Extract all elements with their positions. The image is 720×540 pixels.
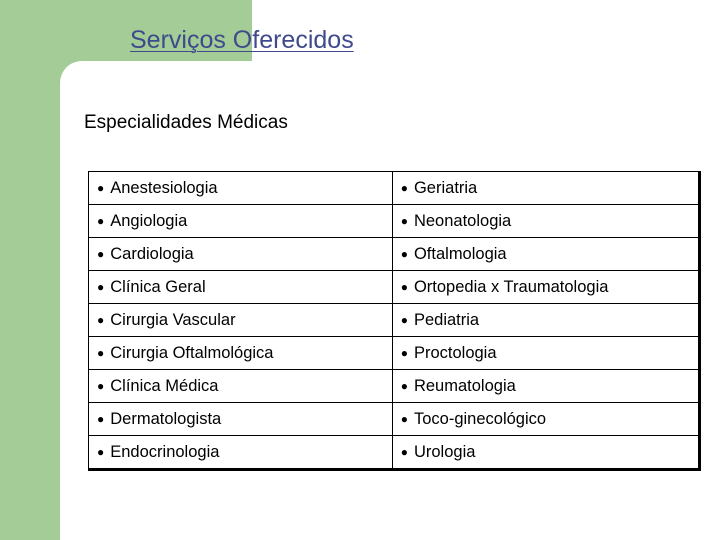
table-cell — [89, 304, 393, 337]
table-cell — [392, 436, 699, 470]
specialty-label: Urologia — [413, 442, 476, 461]
table-row — [89, 172, 700, 205]
table-cell — [89, 271, 393, 304]
specialty-label: Geriatria — [413, 178, 478, 197]
bullet-icon: ● — [97, 213, 105, 228]
bullet-icon: ● — [97, 180, 105, 195]
table-row — [89, 238, 700, 271]
specialty-label: Pediatria — [413, 310, 480, 329]
specialty-label: Reumatologia — [413, 376, 516, 395]
table-cell — [392, 271, 699, 304]
table-row — [89, 271, 700, 304]
table-row — [89, 403, 700, 436]
table-cell — [89, 172, 393, 205]
bullet-icon: ● — [400, 411, 408, 426]
table-cell — [89, 337, 393, 370]
specialty-label: Cirurgia Vascular — [110, 310, 236, 329]
section-subtitle: Especialidades Médicas — [84, 112, 288, 133]
specialty-label: Clínica Geral — [110, 277, 206, 296]
bullet-icon: ● — [400, 246, 408, 261]
specialty-label: Dermatologista — [110, 409, 222, 428]
bullet-icon: ● — [97, 246, 105, 261]
specialty-label: Endocrinologia — [110, 442, 220, 461]
bullet-icon: ● — [400, 180, 408, 195]
table-cell — [392, 403, 699, 436]
table-cell — [89, 205, 393, 238]
table-cell — [89, 238, 393, 271]
table-cell — [89, 436, 393, 470]
specialty-label: Anestesiologia — [110, 178, 218, 197]
bullet-icon: ● — [97, 378, 105, 393]
table-cell — [392, 172, 699, 205]
page-title: Serviços Oferecidos — [130, 26, 354, 54]
table-row — [89, 370, 700, 403]
specialty-label: Angiologia — [110, 211, 188, 230]
specialty-label: Cardiologia — [110, 244, 194, 263]
table-row — [89, 337, 700, 370]
specialty-label: Clínica Médica — [110, 376, 219, 395]
bullet-icon: ● — [400, 213, 408, 228]
specialties-table — [88, 171, 701, 471]
specialty-label: Cirurgia Oftalmológica — [110, 343, 274, 362]
bullet-icon: ● — [97, 345, 105, 360]
table-cell — [392, 304, 699, 337]
table-cell — [392, 238, 699, 271]
bullet-icon: ● — [400, 378, 408, 393]
table-row — [89, 304, 700, 337]
table-cell — [392, 337, 699, 370]
bullet-icon: ● — [97, 279, 105, 294]
specialty-label: Toco-ginecológico — [413, 409, 547, 428]
bullet-icon: ● — [400, 312, 408, 327]
bullet-icon: ● — [400, 345, 408, 360]
bullet-icon: ● — [97, 444, 105, 459]
specialty-label: Proctologia — [413, 343, 497, 362]
specialty-label: Ortopedia x Traumatologia — [413, 277, 609, 296]
specialty-label: Neonatologia — [413, 211, 512, 230]
bullet-icon: ● — [97, 312, 105, 327]
bullet-icon: ● — [400, 279, 408, 294]
table-row — [89, 205, 700, 238]
table-row — [89, 436, 700, 470]
specialty-label: Oftalmologia — [413, 244, 507, 263]
table-cell — [392, 205, 699, 238]
table-cell — [89, 370, 393, 403]
bullet-icon: ● — [400, 444, 408, 459]
bullet-icon: ● — [97, 411, 105, 426]
table-cell — [89, 403, 393, 436]
table-cell — [392, 370, 699, 403]
